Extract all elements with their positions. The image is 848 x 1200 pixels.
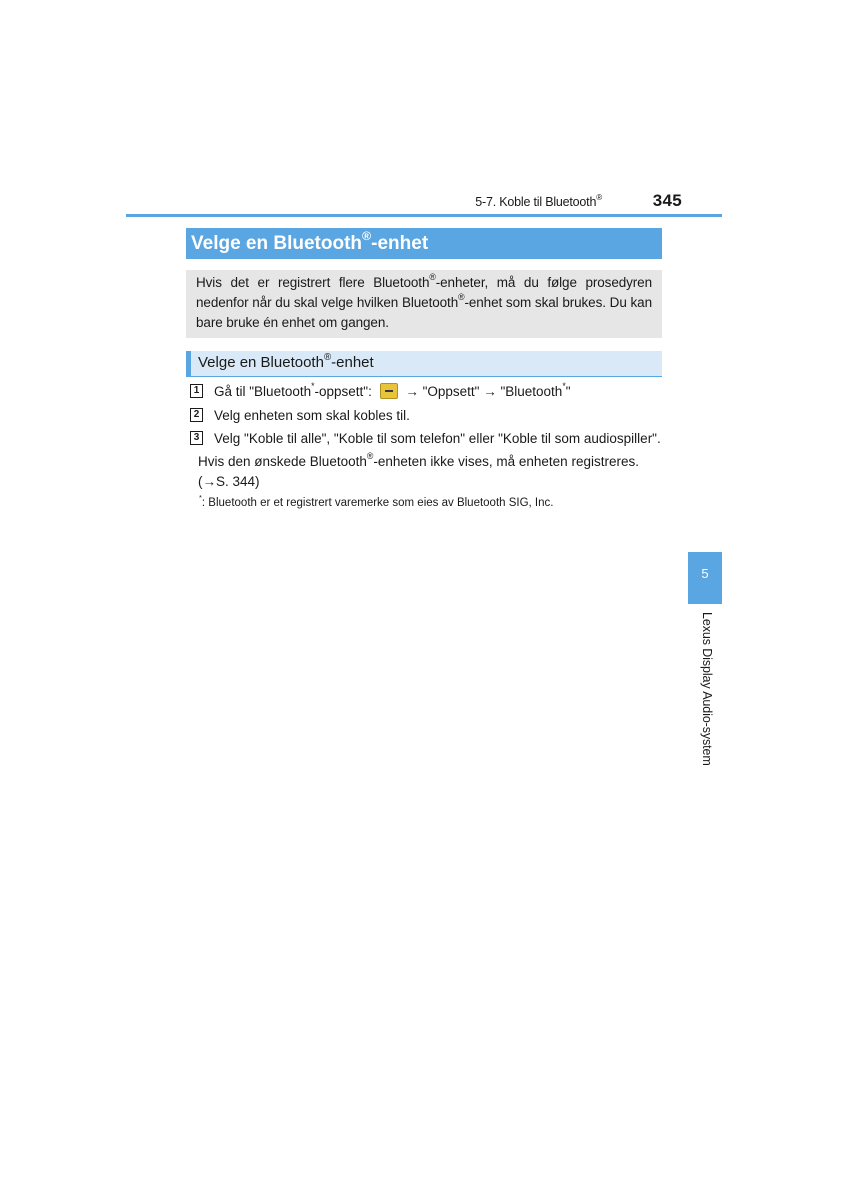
menu-icon — [380, 383, 398, 399]
section-title: Velge en Bluetooth®-enhet — [186, 228, 662, 259]
intro-box: Hvis det er registrert flere Bluetooth®-enheter, må du følge prosedyren nedenfor når du skal velge hvilken Bluetooth®-enhet som skal brukes. Du kan bare bruke én enhet om gangen. — [186, 270, 662, 338]
page-number: 345 — [652, 191, 682, 210]
note — [198, 452, 658, 492]
header-section-title: 5-7. Koble til Bluetooth® — [475, 192, 602, 209]
step-number: 2 — [190, 408, 203, 422]
note-text: Hvis den ønskede Bluetooth®-enheten ikke vises, må enheten registreres. — [198, 451, 639, 469]
step-text: Velg enheten som skal kobles til. — [214, 408, 410, 423]
page-header — [126, 188, 722, 216]
subheading: Velge en Bluetooth®-enhet — [186, 351, 662, 377]
header-rule — [126, 214, 722, 217]
step-number: 3 — [190, 431, 203, 445]
step-text: Velg "Koble til alle", "Koble til som telefon" eller "Koble til som audiospiller". — [214, 431, 661, 446]
footnote: *: Bluetooth er et registrert varemerke som eies av Bluetooth SIG, Inc. — [199, 493, 554, 509]
step-text: Gå til "Bluetooth*-oppsett": → "Oppsett" → "Bluetooth*" — [214, 381, 571, 399]
step-number: 1 — [190, 384, 203, 398]
page-reference: (→S. 344) — [198, 474, 260, 489]
chapter-label: Lexus Display Audio-system — [700, 612, 714, 766]
chapter-tab: 5 — [688, 552, 722, 604]
